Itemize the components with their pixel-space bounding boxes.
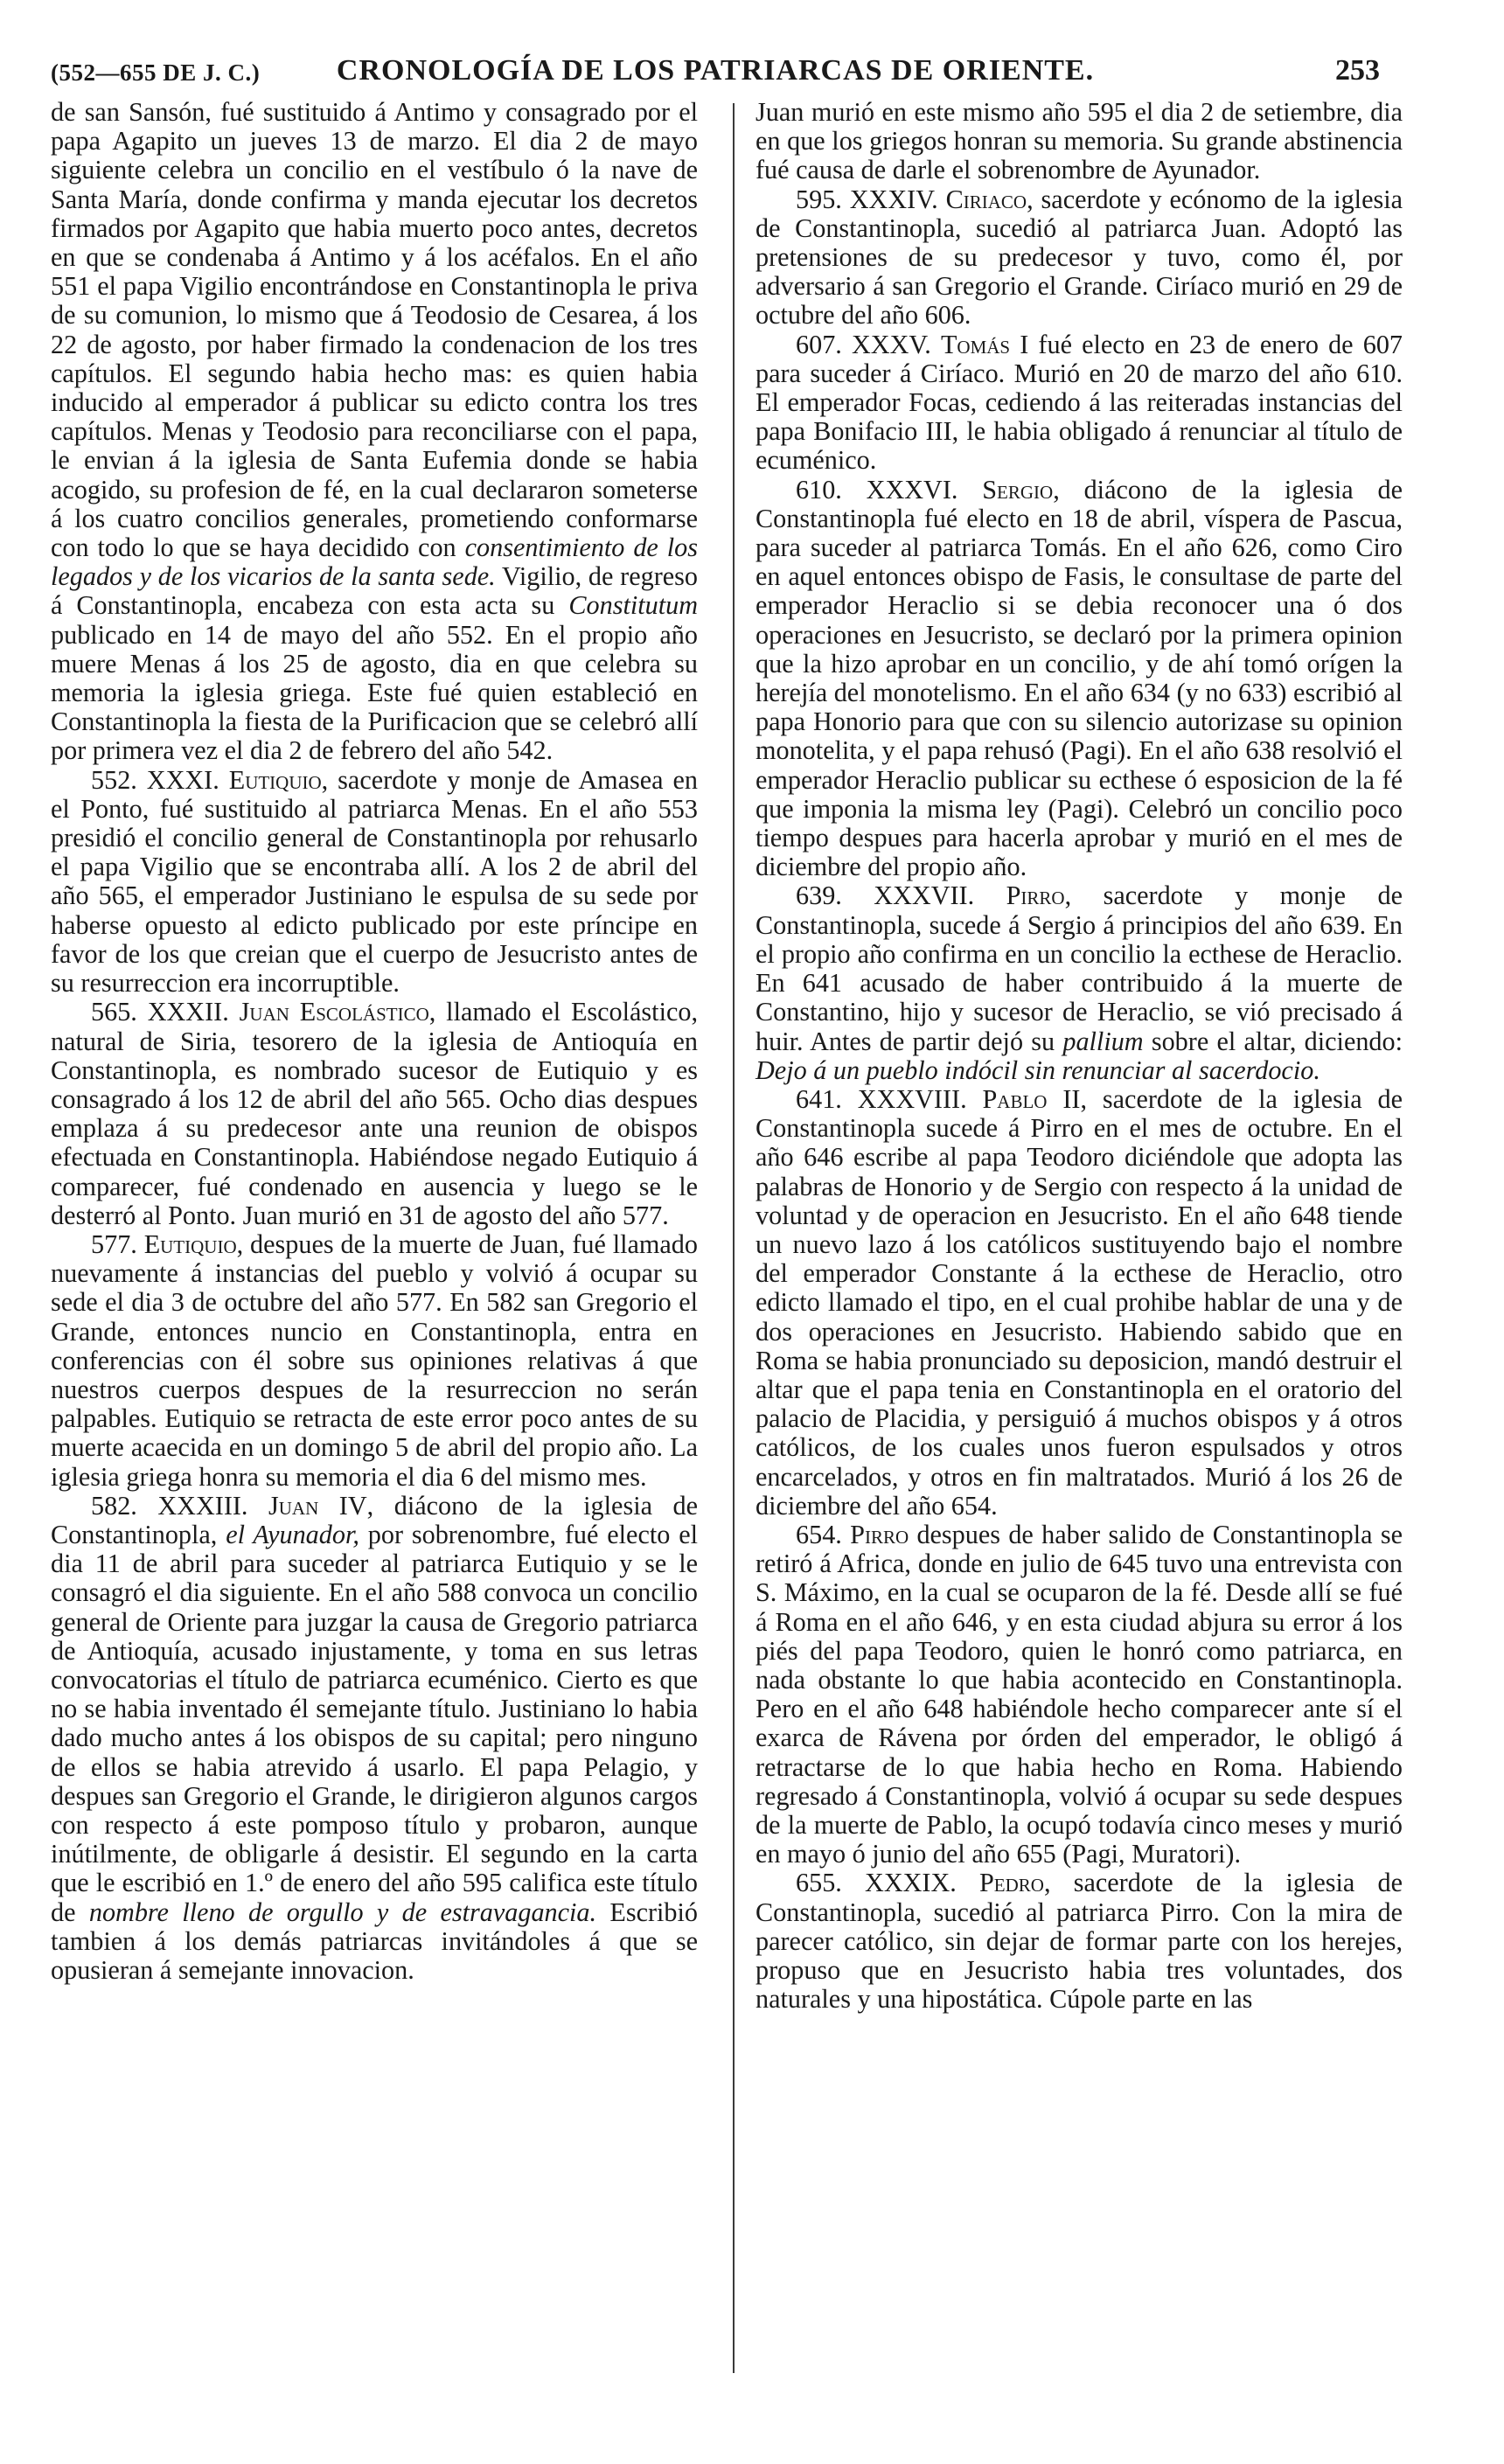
left-text-column <box>51 98 698 1985</box>
patriarch-name: Pablo II <box>982 1083 1081 1114</box>
page-number: 253 <box>1335 54 1380 87</box>
text-run: 577. <box>91 1229 144 1259</box>
italic-text: consentimiento de los legados y de los vicarios de la santa sede. <box>51 532 698 592</box>
text-run: , despues de la muerte de Juan, fué llamado nuevamente á instancias del pueblo y volvió á ocupar su sede el dia 3 de octubre del año 577. En 582 san Gregorio el Grande, entonces nuncio en Constantinopla, entra en conferencias con él sobre sus opiniones relativas á que nuestros cuerpos despues de la resurreccion no serán palpables. Eutiquio se retracta de este error poco antes de su muerte acaecida en un domingo 5 de abril del propio año. La iglesia griega honra su memoria el dia 6 del mismo mes. <box>51 1229 698 1492</box>
text-run: 552. XXXI. <box>91 764 229 795</box>
text-run: fué electo en 23 de enero de 607 para suceder á Ciríaco. Murió en 20 de marzo del año 610. El emperador Focas, cediendo á las reiteradas instancias del papa Bonifacio III, le habia obligado á renunciar al título de ecuménico. <box>755 329 1403 476</box>
paragraph <box>51 998 698 1230</box>
paragraph <box>755 185 1403 331</box>
text-run: , llamado el Escolástico, natural de Siria, tesorero de la iglesia de Antioquía en Constantinopla, es nombrado sucesor de Eutiquio y es consagrado á los 12 de abril del año 565. Ocho dias despues emplaza á su predecesor ante una reunion de obispos efectuada en Constantinopla. Habiéndose negado Eutiquio á comparecer, fué condenado en ausencia y luego se le desterró al Ponto. Juan murió en 31 de agosto del año 577. <box>51 997 698 1230</box>
paragraph <box>755 331 1403 476</box>
text-run: 582. XXXIII. <box>91 1490 269 1521</box>
patriarch-name: Ciriaco <box>945 184 1027 214</box>
text-run: , sacerdote y ecónomo de la iglesia de Constantinopla, sucedió al patriarca Juan. Adoptó las pretensiones de su predecesor y tuvo, como él, por adversario á san Gregorio el Grande. Ciríaco murió en 29 de octubre del año 606. <box>755 184 1403 331</box>
text-run: por sobrenombre, fué electo el dia 11 de abril para suceder al patriarca Eutiquio y se le consagró el dia siguiente. En el año 588 convoca un concilio general de Oriente para juzgar la causa de Gregorio patriarca de Antioquía, acusado injustamente, y toma en sus letras convocatorias el título de patriarca ecuménico. Cierto es que no se habia inventado él semejante título. Justiniano lo habia dado mucho antes á los obispos de su capital; pero ninguno de ellos se habia atrevido á usarlo. El papa Pelagio, y despues san Gregorio el Grande, le dirigieron algunos cargos con respecto á este pomposo título y probaron, aunque inútilmente, de obligarle á desistir. El segundo en la carta que le escribió en 1.º de enero del año 595 califica este título de <box>51 1519 698 1927</box>
text-run: 595. XXXIV. <box>796 184 946 214</box>
paragraph <box>51 1230 698 1492</box>
paragraph <box>755 1521 1403 1869</box>
text-run: despues de haber salido de Constantinopla se retiró á Africa, donde en julio de 645 tuvo una entrevista con S. Máximo, en la cual se ocuparon de la fé. Desde allí se fué á Roma en el año 646, y en esta ciudad abjura su error á los piés del papa Teodoro, quien le honró como patriarca, en nada obstante lo que habia acontecido en Constantinopla. Pero en el año 648 habiéndole hecho comparecer ante sí el exarca de Rávena por órden del emperador, le obligó á retractarse de lo que habia hecho en Roma. Habiendo regresado á Constantinopla, volvió á ocupar su sede despues de la muerte de Pablo, la ocupó todavía cinco meses y murió en mayo ó junio del año 655 (Pagi, Muratori). <box>755 1519 1403 1869</box>
paragraph <box>51 766 698 999</box>
text-run: sobre el altar, diciendo: <box>1143 1026 1403 1056</box>
text-run: Escribió tambien á los demás patriarcas invitándoles á que se opusieran á semejante innovacion. <box>51 1897 698 1985</box>
text-run: Juan murió en este mismo año 595 el dia 2 de setiembre, dia en que los griegos honran su memoria. Su grande abstinencia fué causa de darle el sobrenombre de Ayunador. <box>755 97 1403 185</box>
text-run: 641. XXXVIII. <box>796 1083 983 1114</box>
text-run: 610. XXXVI. <box>796 474 983 505</box>
patriarch-name: Pedro <box>979 1868 1044 1898</box>
italic-text: Constitutum <box>568 590 698 621</box>
paragraph <box>51 98 698 766</box>
patriarch-name: Sergio <box>982 474 1054 505</box>
text-run: , sacerdote de la iglesia de Constantinopla sucede á Pirro en el mes de octubre. En el año 646 escribe al papa Teodoro diciéndole que adopta las palabras de Honorio y de Sergio con respecto á la unidad de voluntad y de operacion en Jesucristo. En el año 648 tiende un nuevo lazo á los católicos sustituyendo bajo el nombre del emperador Constante á la ecthese de Heraclio, otro edicto llamado el tipo, en el cual prohibe hablar de una y de dos operaciones en Jesucristo. Habiendo sabido que en Roma se habia pronunciado su deposicion, mandó destruir el altar que el papa tenia en Constantinopla en el oratorio del palacio de Placidia, y persiguió á muchos obispos y á otros católicos, de los cuales unos fueron espulsados y otros encarcelados, y otros en fin maltratados. Murió á los 26 de diciembre del año 654. <box>755 1083 1403 1521</box>
text-run: , diácono de la iglesia de Constantinopla fué electo en 18 de abril, víspera de Pascua, para suceder al patriarca Tomás. En el año 626, como Ciro en aquel entonces obispo de Fasis, le consultase de parte del emperador Heraclio si se debia reconocer una ó dos operaciones en Jesucristo, se declaró por la primera opinion que la hizo aprobar en un concilio, y de ahí tomó orígen la herejía del monotelismo. En el año 634 (y no 633) escribió al papa Honorio para que con su silencio autorizase su opinion monotelita, y el papa rehusó (Pagi). En el año 638 resolvió el emperador Heraclio publicar su ecthese ó esposicion de la fé que imponia la misma ley (Pagi). Celebró un concilio poco tiempo despues para hacerla aprobar y murió en el mes de diciembre del propio año. <box>755 474 1403 882</box>
italic-text: Dejo á un pueblo indócil sin renunciar al sacerdocio. <box>755 1055 1320 1085</box>
right-text-column <box>755 98 1403 2014</box>
paragraph <box>755 98 1403 185</box>
patriarch-name: Pirro <box>850 1519 909 1549</box>
text-run: , sacerdote de la iglesia de Constantinopla, sucedió al patriarca Pirro. Con la mira de parecer católico, sin dejar de formar parte con los herejes, propuso que en Jesucristo habia tres voluntades, dos naturales y una hipostática. Cúpole parte en las <box>755 1868 1403 2015</box>
text-run: , sacerdote y monje de Constantinopla, sucede á Sergio á principios del año 639. En el propio año confirma en un concilio la ecthese de Heraclio. En 641 acusado de haber contribuido á la muerte de Constantino, hijo y sucesor de Heraclio, se vió precisado á huir. Antes de partir dejó su <box>755 880 1403 1056</box>
text-run: Vigilio, de regreso á Constantinopla, encabeza con esta acta su <box>51 561 698 621</box>
column-divider <box>733 103 735 2373</box>
patriarch-name: Tomás I <box>940 329 1029 359</box>
paragraph <box>755 476 1403 882</box>
text-run: 565. XXXII. <box>91 997 240 1027</box>
paragraph <box>755 1085 1403 1521</box>
text-run: 639. XXXVII. <box>796 880 1006 911</box>
patriarch-name: Juan IV <box>268 1490 367 1521</box>
paragraph <box>51 1492 698 1985</box>
header-title: CRONOLOGÍA DE LOS PATRIARCAS DE ORIENTE. <box>336 54 1095 87</box>
paragraph <box>755 1869 1403 2014</box>
text-run: , diácono de la iglesia de Constantinopla, <box>51 1490 698 1549</box>
patriarch-name: Juan Escolástico <box>239 997 429 1027</box>
italic-text: pallium <box>1062 1026 1144 1056</box>
text-run: publicado en 14 de mayo del año 552. En el propio año muere Menas á los 25 de agosto, dia en que celebra su memoria la iglesia griega. Este fué quien estableció en Constantinopla la fiesta de la Purificacion que se celebró allí por primera vez el dia 2 de febrero del año 542. <box>51 619 698 766</box>
text-run: 607. XXXV. <box>796 329 941 359</box>
patriarch-name: Eutiquio <box>143 1229 237 1259</box>
italic-text: nombre lleno de orgullo y de estravagancia. <box>88 1897 597 1927</box>
italic-text: el Ayunador, <box>226 1519 359 1549</box>
patriarch-name: Eutiquio <box>228 764 322 795</box>
paragraph <box>755 881 1403 1084</box>
header-date-range: (552—655 DE J. C.) <box>51 59 261 86</box>
text-run: , sacerdote y monje de Amasea en el Ponto, fué sustituido al patriarca Menas. En el año 553 presidió el concilio general de Constantinopla por rehusarlo el papa Vigilio que se encontraba allí. A los 2 de abril del año 565, el emperador Justiniano le espulsa de su sede por haberse opuesto al edicto publicado por este príncipe en favor de los que creian que el cuerpo de Jesucristo antes de su resurreccion era incorruptible. <box>51 764 698 999</box>
patriarch-name: Pirro <box>1006 880 1065 911</box>
text-run: 654. <box>796 1519 851 1549</box>
running-header <box>51 54 1380 100</box>
text-run: de san Sansón, fué sustituido á Antimo y consagrado por el papa Agapito un jueves 13 de marzo. El dia 2 de mayo siguiente celebra un concilio en el vestíbulo ó la nave de Santa María, donde confirma y manda ejecutar los decretos firmados por Agapito que habia muerto poco antes, decretos en que se condenaba á Antimo y á los acéfalos. En el año 551 el papa Vigilio encontrándose en Constantinopla le priva de su comunion, lo mismo que á Teodosio de Cesarea, á los 22 de agosto, por haber firmado la condenacion de los tres capítulos. El segundo habia hecho mas: es quien habia inducido al emperador á publicar su edicto contra los tres capítulos. Menas y Teodosio para reconciliarse con el papa, le envian á la iglesia de Santa Eufemia donde se habia acogido, su profesion de fé, en la cual declararon someterse á los cuatro concilios generales, prometiendo conformarse con todo lo que se haya decidido con <box>51 97 698 563</box>
text-run: 655. XXXIX. <box>796 1868 979 1898</box>
